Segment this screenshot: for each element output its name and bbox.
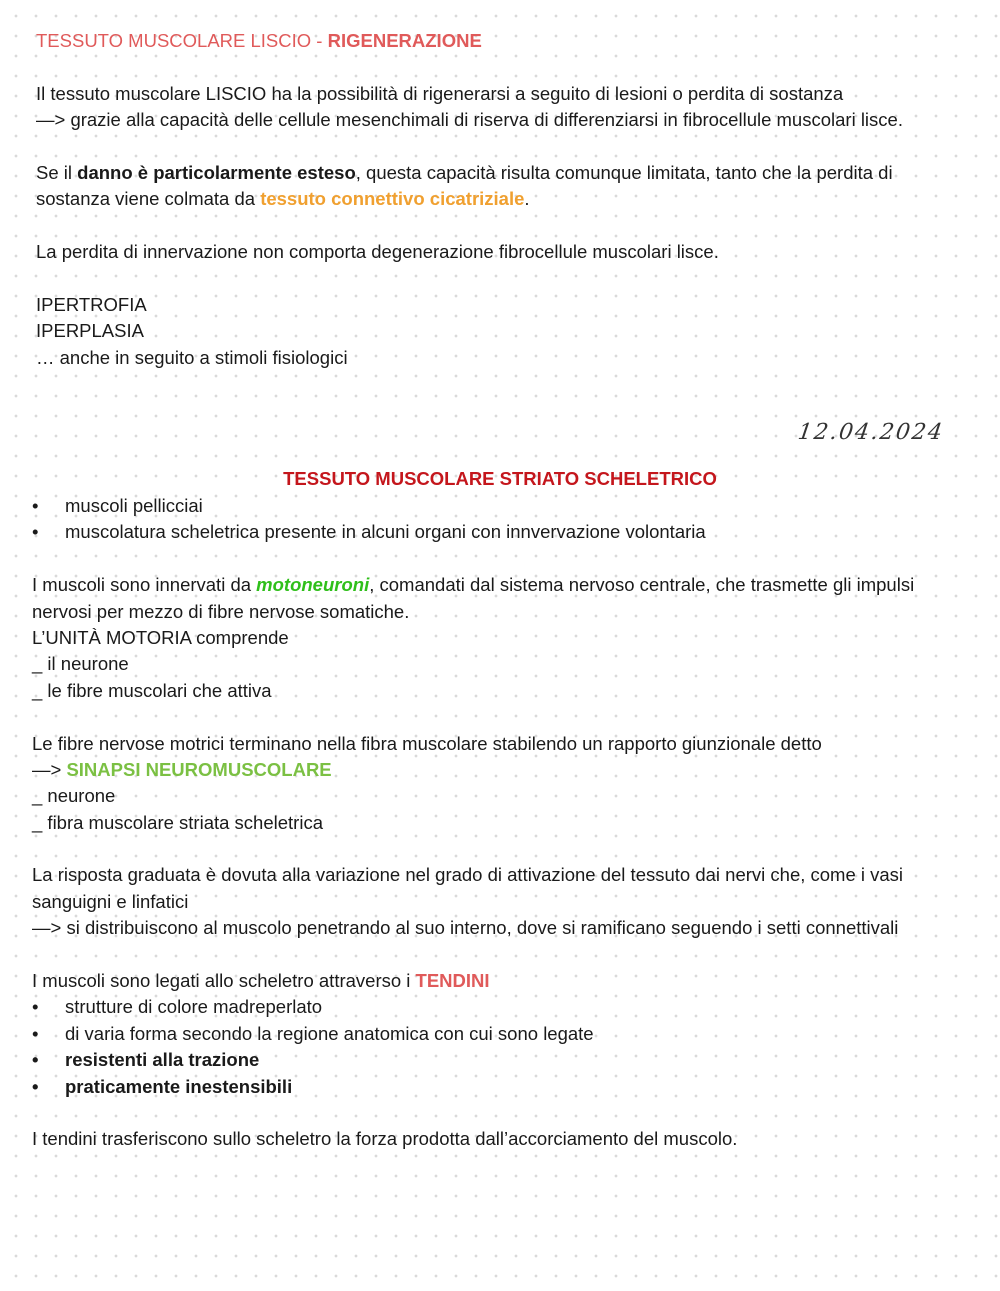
paragraph-line: La perdita di innervazione non comporta degenerazione fibrocellule muscolari lisce. xyxy=(36,241,719,263)
paragraph-line: La risposta graduata è dovuta alla variazione nel grado di attivazione del tessuto dai nervi che, come i vasi xyxy=(32,864,904,886)
paragraph-line: sostanza viene colmata da tessuto connettivo cicatriziale. xyxy=(36,188,530,210)
bullet-item: • strutture di colore madreperlato xyxy=(32,994,914,1020)
emphasis-text: danno è particolarmente esteso xyxy=(77,161,356,183)
highlight-text: motoneuroni xyxy=(256,574,370,596)
paragraph-line: nervosi per mezzo di fibre nervose somatiche. xyxy=(32,600,410,622)
list-item: _ neurone xyxy=(32,785,116,807)
section-title xyxy=(36,28,903,54)
paragraph-line: Le fibre nervose motrici terminano nella fibra muscolare stabilendo un rapporto giunzionale detto xyxy=(32,732,822,754)
list-item: IPERPLASIA xyxy=(36,320,144,342)
paragraph-line: L’UNITÀ MOTORIA comprende xyxy=(32,626,289,648)
bullet-icon: • xyxy=(32,996,39,1018)
section-title-striato: TESSUTO MUSCOLARE STRIATO SCHELETRICO xyxy=(283,468,717,489)
bullet-item: • muscoli pellicciai xyxy=(32,493,914,519)
list-item: IPERTROFIA xyxy=(36,293,147,315)
handwritten-date: 12.04.2024 xyxy=(796,420,946,445)
section-striato xyxy=(32,493,914,1153)
bullet-icon: • xyxy=(32,521,39,543)
bullet-icon: • xyxy=(32,1022,39,1044)
paragraph-line: Il tessuto muscolare LISCIO ha la possibilità di rigenerarsi a seguito di lesioni o perdita di sostanza xyxy=(36,82,844,104)
bullet-icon: • xyxy=(32,495,39,516)
list-item: _ fibra muscolare striata scheletrica xyxy=(32,811,323,833)
paragraph-line: I muscoli sono innervati da motoneuroni, comandati dal sistema nervoso centrale, che trasmette gli impulsi xyxy=(32,574,915,596)
paragraph-line: sanguigni e linfatici xyxy=(32,890,189,912)
bullet-icon: • xyxy=(32,1049,39,1071)
paragraph-line: Se il danno è particolarmente esteso, questa capacità risulta comunque limitata, tanto che la perdita di xyxy=(36,161,893,183)
list-item: … anche in seguito a stimoli fisiologici xyxy=(36,346,348,368)
section-liscio xyxy=(36,28,903,371)
bullet-item: • praticamente inestensibili xyxy=(32,1074,914,1100)
paragraph-line: I tendini trasferiscono sullo scheletro la forza prodotta dall’accorciamento del muscolo. xyxy=(32,1128,738,1150)
paragraph-line: —> grazie alla capacità delle cellule mesenchimali di riserva di differenziarsi in fibrocellule muscolari lisce. xyxy=(36,109,903,131)
highlight-text: SINAPSI NEUROMUSCOLARE xyxy=(66,758,332,780)
bullet-item: • di varia forma secondo la regione anatomica con cui sono legate xyxy=(32,1021,914,1047)
section-title-emphasis: RIGENERAZIONE xyxy=(327,30,482,51)
list-item: _ le fibre muscolari che attiva xyxy=(32,679,272,701)
highlight-text: tessuto connettivo cicatriziale xyxy=(260,188,525,210)
list-item: _ il neurone xyxy=(32,653,129,675)
bullet-item: • muscolatura scheletrica presente in alcuni organi con innvervazione volontaria xyxy=(32,519,914,545)
highlight-text: TENDINI xyxy=(415,970,490,992)
section-title-prefix: TESSUTO MUSCOLARE LISCIO - xyxy=(36,30,328,51)
bullet-item: • resistenti alla trazione xyxy=(32,1047,914,1073)
paragraph-line: I muscoli sono legati allo scheletro attraverso i TENDINI xyxy=(32,970,490,992)
paragraph-line: —> SINAPSI NEUROMUSCOLARE xyxy=(32,758,332,780)
paragraph-line: —> si distribuiscono al muscolo penetrando al suo interno, dove si ramificano seguendo i setti connettivali xyxy=(32,917,899,939)
bullet-icon: • xyxy=(32,1075,39,1097)
